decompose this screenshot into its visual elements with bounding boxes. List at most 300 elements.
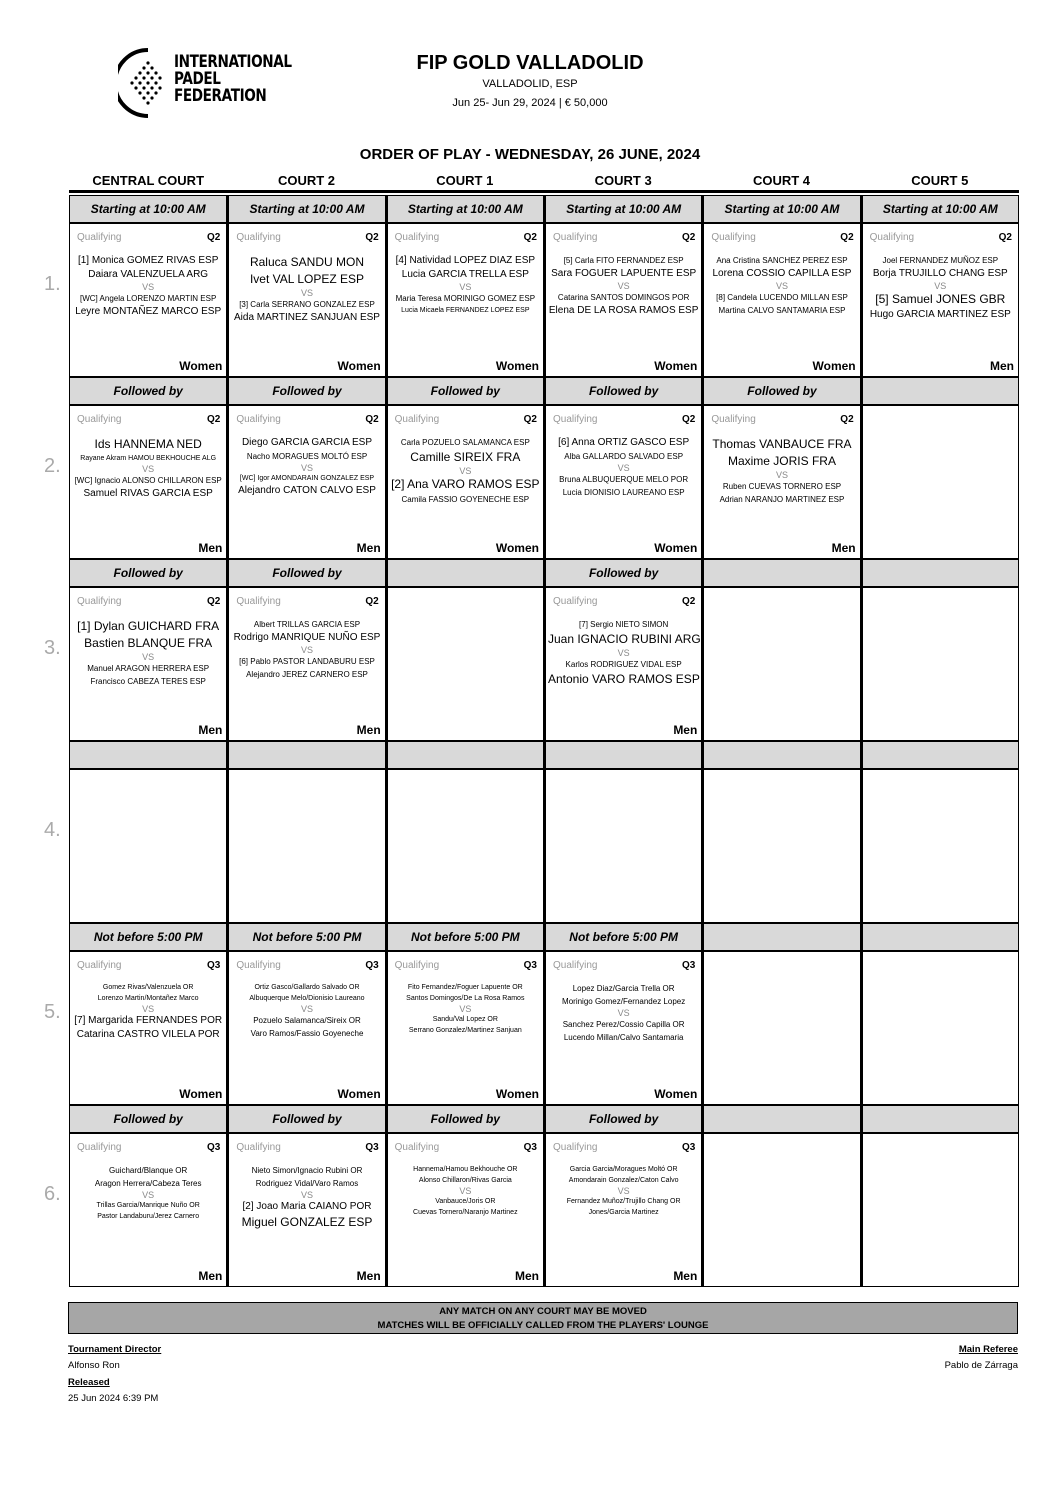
time-header: Starting at 10:00 AM (544, 195, 702, 223)
player-line: Lopez Diaz/Garcia Trella OR (572, 984, 675, 993)
header-divider (69, 190, 1019, 193)
round-label: Qualifying (236, 232, 281, 243)
ipf-logo (118, 48, 292, 118)
category-label: Men (356, 541, 381, 555)
round-code: Q3 (206, 960, 221, 971)
round-label: Qualifying (552, 1142, 598, 1153)
versus-label: VS (459, 1004, 472, 1014)
empty-cell (69, 769, 227, 923)
match-players (231, 254, 382, 325)
match-players (865, 254, 1016, 322)
player-line: Alonso Chillaron/Rivas Garcia (418, 1177, 512, 1184)
empty-cell (386, 587, 544, 741)
player-line: Francisco CABEZA TERES ESP (90, 677, 206, 686)
player-line: [1] Dylan GUICHARD FRA (77, 619, 220, 633)
court-header: COURT 1 (436, 173, 494, 188)
row-number: 6. (44, 1183, 61, 1205)
player-line: Santos Domingos/De La Rosa Ramos (406, 995, 525, 1002)
empty-cell (386, 769, 544, 923)
empty-cell (702, 951, 860, 1105)
time-header: Followed by (227, 377, 385, 405)
player-line: Nieto Simon/Ignacio Rubini OR (251, 1166, 363, 1175)
time-header (861, 741, 1019, 769)
match-cell[interactable] (386, 1133, 544, 1287)
category-label: Men (198, 1269, 223, 1283)
row-number: 2. (44, 455, 61, 477)
round-code: Q3 (523, 960, 537, 971)
schedule-grid (69, 195, 1019, 1287)
match-players (72, 1164, 224, 1222)
tournament-dates: Jun 25- Jun 29, 2024 | € 50,000 (452, 97, 608, 109)
match-players (548, 1164, 699, 1218)
round-code: Q2 (523, 232, 537, 243)
category-label: Women (495, 541, 539, 555)
match-cell[interactable] (544, 1133, 702, 1287)
versus-label: VS (459, 466, 472, 476)
released-label: Released (68, 1377, 110, 1388)
director-name: Alfonso Ron (68, 1360, 120, 1371)
match-cell[interactable] (227, 587, 385, 741)
match-cell[interactable] (227, 405, 385, 559)
versus-label: VS (775, 470, 788, 480)
time-header-row (69, 377, 1019, 405)
match-players (231, 982, 382, 1040)
time-header-row (69, 741, 1019, 769)
versus-label: VS (300, 645, 313, 655)
player-line: Sandu/Val Lopez OR (432, 1016, 498, 1023)
player-line: Ortiz Gasco/Gallardo Salvado OR (254, 984, 360, 991)
match-players (231, 436, 382, 498)
referee-name: Pablo de Zárraga (944, 1360, 1018, 1371)
versus-label: VS (142, 282, 155, 292)
tournament-location: VALLADOLID, ESP (482, 78, 578, 90)
match-row (69, 587, 1019, 741)
player-line: Vanbauce/Joris OR (435, 1198, 496, 1205)
player-line: Varo Ramos/Fassio Goyeneche (250, 1029, 364, 1038)
player-line: Fito Fernandez/Foguer Lapuente OR (407, 984, 523, 991)
time-header (861, 377, 1019, 405)
player-line: Cuevas Tornero/Naranjo Martinez (413, 1209, 518, 1216)
category-label: Men (989, 359, 1014, 373)
match-players (548, 982, 699, 1044)
category-label: Men (356, 723, 381, 737)
match-cell[interactable] (227, 951, 385, 1105)
round-label: Qualifying (711, 232, 756, 243)
empty-cell (861, 769, 1019, 923)
round-label: Qualifying (394, 232, 440, 243)
player-line: Fernandez Muñoz/Trujillo Chang OR (566, 1198, 681, 1205)
category-label: Women (337, 1087, 381, 1101)
player-line: Pastor Landaburu/Jerez Carnero (97, 1213, 200, 1220)
versus-label: VS (617, 281, 630, 291)
match-cell[interactable] (69, 405, 227, 559)
time-header: Followed by (386, 1105, 544, 1133)
versus-label: VS (142, 1004, 155, 1014)
round-code: Q2 (206, 414, 221, 425)
referee-label: Main Referee (958, 1344, 1018, 1355)
player-line: Karlos RODRIGUEZ VIDAL ESP (565, 660, 682, 669)
time-header-row (69, 1105, 1019, 1133)
player-line: Borja TRUJILLO CHANG ESP (872, 268, 1008, 279)
round-code: Q3 (681, 960, 696, 971)
time-header (386, 559, 544, 587)
player-line: [5] Carla FITO FERNANDEZ ESP (563, 256, 684, 265)
time-header: Followed by (69, 377, 227, 405)
player-line: Nacho MORAGUES MOLTÓ ESP (246, 452, 368, 461)
time-header (861, 559, 1019, 587)
tournament-title: FIP GOLD VALLADOLID (416, 52, 644, 74)
round-label: Qualifying (236, 960, 281, 971)
round-label: Qualifying (394, 414, 440, 425)
player-line: [8] Candela LUCENDO MILLAN ESP (716, 293, 848, 302)
time-header-row (69, 195, 1019, 223)
empty-cell (702, 769, 860, 923)
row-number: 4. (44, 819, 61, 841)
player-line: Lucia DIONISIO LAUREANO ESP (562, 488, 685, 497)
round-code: Q3 (365, 1142, 379, 1153)
row-number: 5. (44, 1001, 61, 1023)
court-header: COURT 2 (277, 173, 336, 188)
court-headers (69, 172, 1019, 190)
time-header (227, 741, 385, 769)
round-code: Q3 (681, 1142, 696, 1153)
round-code: Q3 (365, 960, 379, 971)
ipf-logo-icon (118, 48, 170, 118)
player-line: Morinigo Gomez/Fernandez Lopez (562, 997, 686, 1006)
time-header: Not before 5:00 PM (227, 923, 385, 951)
versus-label: VS (142, 652, 155, 662)
round-label: Qualifying (236, 1142, 281, 1153)
player-line: [1] Monica GOMEZ RIVAS ESP (77, 255, 219, 266)
versus-label: VS (617, 1008, 630, 1018)
versus-label: VS (617, 648, 630, 658)
category-label: Women (495, 1087, 539, 1101)
round-label: Qualifying (552, 232, 598, 243)
match-players (231, 1164, 382, 1231)
category-label: Men (673, 1269, 698, 1283)
player-line: Manuel ARAGON HERRERA ESP (87, 664, 210, 673)
match-cell[interactable] (544, 587, 702, 741)
round-label: Qualifying (236, 596, 281, 607)
player-line: Rayane Akram HAMOU BEKHOUCHE ALG (80, 455, 217, 462)
player-line: [6] Pablo PASTOR LANDABURU ESP (239, 657, 375, 666)
player-line: Leyre MONTAÑEZ MARCO ESP (75, 306, 222, 317)
player-line: Sara FOGUER LAPUENTE ESP (551, 268, 697, 279)
match-row (69, 405, 1019, 559)
match-players (72, 436, 224, 501)
match-cell[interactable] (69, 223, 227, 377)
player-line: Garcia Garcia/Moragues Moltó OR (569, 1166, 678, 1173)
empty-cell (544, 769, 702, 923)
time-header: Followed by (544, 559, 702, 587)
time-header (702, 923, 860, 951)
category-label: Men (514, 1269, 539, 1283)
match-row (69, 1133, 1019, 1287)
category-label: Men (356, 1269, 381, 1283)
player-line: Ruben CUEVAS TORNERO ESP (722, 482, 842, 491)
match-players (390, 254, 541, 316)
time-header-row (69, 559, 1019, 587)
player-line: Maxime JORIS FRA (727, 454, 836, 468)
match-cell[interactable] (69, 1133, 227, 1287)
category-label: Women (812, 359, 856, 373)
match-cell[interactable] (861, 223, 1019, 377)
match-cell[interactable] (69, 951, 227, 1105)
category-label: Men (198, 541, 223, 555)
player-line: Daiara VALENZUELA ARG (88, 269, 209, 280)
row-number: 3. (44, 637, 61, 659)
match-players (548, 618, 699, 688)
time-header (702, 559, 860, 587)
round-code: Q2 (840, 232, 854, 243)
round-code: Q2 (681, 414, 696, 425)
time-header: Not before 5:00 PM (386, 923, 544, 951)
match-players (390, 1164, 541, 1218)
player-line: Thomas VANBAUCE FRA (712, 437, 852, 451)
court-header: COURT 3 (594, 173, 652, 188)
player-line: Lorena COSSIO CAPILLA ESP (712, 268, 852, 279)
time-header: Starting at 10:00 AM (69, 195, 227, 223)
player-line: Miguel GONZALEZ ESP (241, 1215, 373, 1229)
match-cell[interactable] (227, 1133, 385, 1287)
category-label: Women (179, 1087, 223, 1101)
player-line: Lucendo Millan/Calvo Santamaria (563, 1033, 684, 1042)
player-line: Raluca SANDU MON (249, 255, 364, 269)
time-header: Not before 5:00 PM (69, 923, 227, 951)
court-header: CENTRAL COURT (92, 173, 205, 188)
match-players (72, 254, 224, 319)
player-line: [3] Carla SERRANO GONZALEZ ESP (239, 300, 375, 309)
player-line: [7] Sergio NIETO SIMON (579, 620, 669, 629)
match-cell[interactable] (544, 951, 702, 1105)
category-label: Women (337, 359, 381, 373)
player-line: [5] Samuel JONES GBR (875, 292, 1006, 306)
player-line: Hannema/Hamou Bekhouche OR (413, 1166, 518, 1173)
notice-line2: MATCHES WILL BE OFFICIALLY CALLED FROM THE PLAYERS' LOUNGE (377, 1320, 709, 1331)
player-line: Alejandro CATON CALVO ESP (238, 485, 376, 496)
empty-cell (861, 405, 1019, 559)
player-line: Bastien BLANQUE FRA (84, 636, 213, 650)
category-label: Women (654, 359, 698, 373)
player-line: [2] Ana VARO RAMOS ESP (391, 477, 540, 491)
player-line: Rodrigo MANRIQUE NUÑO ESP (233, 632, 381, 643)
time-header: Followed by (544, 377, 702, 405)
player-line: Joel FERNANDEZ MUÑOZ ESP (882, 256, 999, 265)
versus-label: VS (300, 288, 313, 298)
match-players (548, 254, 699, 318)
player-line: Lucia GARCIA TRELLA ESP (401, 269, 529, 280)
player-line: Catarina SANTOS DOMINGOS POR (557, 293, 690, 302)
versus-label: VS (459, 1186, 472, 1196)
versus-label: VS (775, 281, 788, 291)
versus-label: VS (617, 463, 630, 473)
player-line: [WC] Ignacio ALONSO CHILLARON ESP (74, 476, 222, 485)
time-header: Not before 5:00 PM (544, 923, 702, 951)
versus-label: VS (142, 1190, 155, 1200)
notice-banner (68, 1302, 1018, 1334)
time-header: Followed by (69, 1105, 227, 1133)
time-header (702, 1105, 860, 1133)
versus-label: VS (300, 463, 313, 473)
player-line: Bruna ALBUQUERQUE MELO POR (559, 475, 689, 484)
versus-label: VS (142, 464, 155, 474)
time-header: Followed by (227, 1105, 385, 1133)
category-label: Women (654, 541, 698, 555)
match-players (72, 982, 224, 1042)
player-line: [WC] Angela LORENZO MARTIN ESP (79, 294, 217, 303)
category-label: Women (654, 1087, 698, 1101)
player-line: Ivet VAL LOPEZ ESP (249, 272, 365, 286)
round-label: Qualifying (77, 960, 122, 971)
player-line: Ids HANNEMA NED (94, 437, 202, 451)
match-cell[interactable] (386, 223, 544, 377)
player-line: Lorenzo Martin/Montañez Marco (97, 995, 199, 1002)
round-label: Qualifying (552, 414, 598, 425)
time-header (861, 923, 1019, 951)
player-line: [4] Natividad LOPEZ DIAZ ESP (395, 255, 536, 266)
time-header: Followed by (386, 377, 544, 405)
round-code: Q2 (206, 596, 221, 607)
empty-cell (702, 587, 860, 741)
round-label: Qualifying (711, 414, 756, 425)
player-line: Sanchez Perez/Cossio Capilla OR (562, 1020, 685, 1029)
court-header: COURT 5 (911, 173, 969, 188)
player-line: Camila FASSIO GOYENECHE ESP (401, 495, 530, 504)
round-label: Qualifying (552, 596, 598, 607)
round-label: Qualifying (394, 1142, 440, 1153)
row-number: 1. (44, 273, 61, 295)
player-line: Jones/Garcia Martinez (588, 1209, 659, 1216)
time-header: Starting at 10:00 AM (386, 195, 544, 223)
round-code: Q2 (998, 232, 1012, 243)
round-code: Q2 (365, 414, 379, 425)
match-cell[interactable] (227, 223, 385, 377)
player-line: Aida MARTINEZ SANJUAN ESP (234, 312, 380, 323)
match-players (390, 982, 541, 1036)
player-line: Alba GALLARDO SALVADO ESP (564, 452, 684, 461)
empty-cell (227, 769, 385, 923)
court-header: COURT 4 (752, 173, 810, 188)
time-header: Followed by (227, 559, 385, 587)
player-line: [6] Anna ORTIZ GASCO ESP (558, 437, 690, 448)
player-line: Pozuelo Salamanca/Sireix OR (253, 1016, 361, 1025)
player-line: Lucia Micaela FERNANDEZ LOPEZ ESP (401, 307, 530, 314)
time-header (861, 1105, 1019, 1133)
match-players (706, 436, 857, 506)
player-line: Albuquerque Melo/Dionisio Laureano (249, 995, 365, 1002)
versus-label: VS (934, 281, 947, 291)
round-label: Qualifying (77, 414, 122, 425)
time-header: Starting at 10:00 AM (702, 195, 860, 223)
order-of-play-title: ORDER OF PLAY - WEDNESDAY, 26 JUNE, 2024 (359, 146, 701, 163)
category-label: Men (198, 723, 223, 737)
time-header: Followed by (702, 377, 860, 405)
round-code: Q2 (365, 596, 379, 607)
player-line: Carla POZUELO SALAMANCA ESP (400, 438, 530, 447)
notice-line1: ANY MATCH ON ANY COURT MAY BE MOVED (439, 1306, 647, 1317)
match-cell[interactable] (386, 405, 544, 559)
match-cell[interactable] (386, 951, 544, 1105)
time-header (544, 741, 702, 769)
match-cell[interactable] (544, 405, 702, 559)
round-code: Q2 (840, 414, 854, 425)
player-line: Juan IGNACIO RUBINI ARG (547, 632, 701, 646)
player-line: Aragon Herrera/Cabeza Teres (94, 1179, 202, 1188)
player-line: Amondarain Gonzalez/Caton Calvo (568, 1177, 679, 1184)
category-label: Men (673, 723, 698, 737)
empty-cell (861, 951, 1019, 1105)
player-line: [WC] Igor AMONDARAIN GONZALEZ ESP (239, 475, 375, 482)
round-code: Q2 (681, 596, 696, 607)
player-line: Martina CALVO SANTAMARIA ESP (718, 306, 846, 315)
logo-line1: INTERNATIONAL (174, 52, 292, 72)
player-line: Gomez Rivas/Valenzuela OR (102, 984, 194, 991)
player-line: Maria Teresa MORINIGO GOMEZ ESP (395, 294, 536, 303)
round-code: Q3 (206, 1142, 221, 1153)
player-line: [7] Margarida FERNANDES POR (74, 1015, 223, 1026)
time-header (69, 741, 227, 769)
round-label: Qualifying (869, 232, 915, 243)
round-label: Qualifying (394, 960, 440, 971)
time-header (386, 741, 544, 769)
match-row (69, 769, 1019, 923)
player-line: Elena DE LA ROSA RAMOS ESP (548, 305, 699, 316)
director-label: Tournament Director (68, 1344, 162, 1355)
player-line: Rodriguez Vidal/Varo Ramos (255, 1179, 359, 1188)
player-line: [2] Joao Maria CAIANO POR (242, 1201, 372, 1212)
time-header: Starting at 10:00 AM (227, 195, 385, 223)
player-line: Camille SIREIX FRA (410, 450, 521, 464)
player-line: Guichard/Blanque OR (109, 1166, 188, 1175)
round-label: Qualifying (77, 1142, 122, 1153)
player-line: Hugo GARCIA MARTINEZ ESP (869, 309, 1011, 320)
empty-cell (861, 587, 1019, 741)
category-label: Men (831, 541, 856, 555)
player-line: Adrian NARANJO MARTINEZ ESP (719, 495, 845, 504)
time-header-row (69, 923, 1019, 951)
versus-label: VS (300, 1004, 313, 1014)
round-code: Q2 (523, 414, 537, 425)
player-line: Antonio VARO RAMOS ESP (547, 672, 700, 686)
player-line: Serrano Gonzalez/Martinez Sanjuan (408, 1027, 522, 1034)
versus-label: VS (459, 282, 472, 292)
round-code: Q3 (523, 1142, 537, 1153)
match-cell[interactable] (544, 223, 702, 377)
player-line: Trillas Garcia/Manrique Nuño OR (96, 1202, 200, 1209)
match-players (72, 618, 224, 688)
player-line: Diego GARCIA GARCIA ESP (241, 437, 373, 448)
category-label: Women (495, 359, 539, 373)
player-line: Ana Cristina SANCHEZ PEREZ ESP (716, 256, 848, 265)
match-cell[interactable] (69, 587, 227, 741)
round-code: Q2 (365, 232, 379, 243)
empty-cell (702, 1133, 860, 1287)
versus-label: VS (300, 1190, 313, 1200)
match-cell[interactable] (702, 223, 860, 377)
time-header (702, 741, 860, 769)
match-players (548, 436, 699, 499)
round-label: Qualifying (77, 232, 122, 243)
match-cell[interactable] (702, 405, 860, 559)
logo-line3: FEDERATION (174, 86, 267, 106)
player-line: Albert TRILLAS GARCIA ESP (253, 620, 361, 629)
empty-cell (861, 1133, 1019, 1287)
player-line: Samuel RIVAS GARCIA ESP (83, 488, 213, 499)
match-players (706, 254, 857, 317)
match-players (390, 436, 541, 506)
logo-line2: PADEL (174, 69, 221, 89)
released-time: 25 Jun 2024 6:39 PM (68, 1393, 159, 1404)
